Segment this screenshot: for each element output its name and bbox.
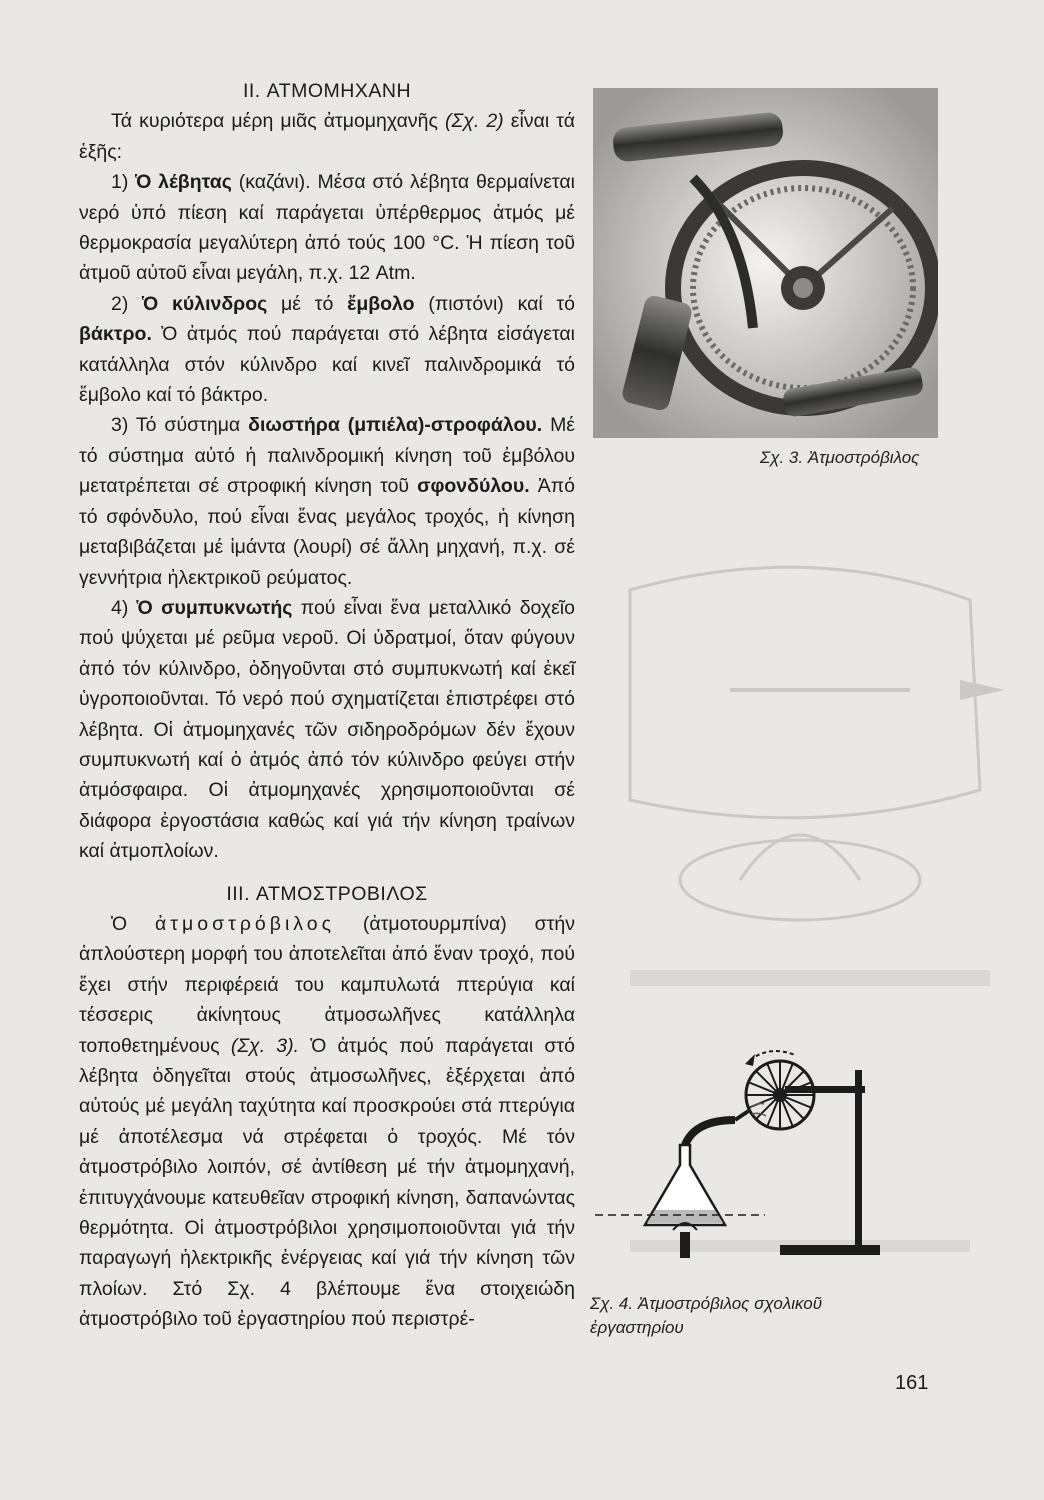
section-2-heading: II. ΑΤΜΟΜΗΧΑΝΗ bbox=[242, 80, 412, 102]
term-crank: διωστήρα (μπιέλα)-στροφάλου. bbox=[248, 414, 543, 437]
term-flywheel: σφονδύλου. bbox=[417, 475, 530, 498]
term-cylinder: Ὁ κύλινδρος bbox=[142, 292, 268, 315]
item-crank: 3) Τό σύστημα διωστήρα (μπιέλα)-στροφάλου. Μέ τό σύστημα αὐτό ἡ παλινδρομική κίνηση τοῦ ἐμβόλου μετατρέπεται σέ στροφική κίνηση τοῦ σφονδύλου. Ἀπό τό σφόνδυλο, πού εἶναι ἕνας μεγάλος τροχός, ἡ κίνηση μεταβιβάζεται μέ ἱμάντα (λουρί) σέ ἄλλη μηχανή, π.χ. σέ γεννήτρια ἠλεκτρικοῦ ρεύματος. bbox=[79, 414, 576, 589]
term-rod: βάκτρο. bbox=[79, 323, 152, 346]
section-3-paragraph: Ὁ ἀτμοστρόβιλος (ἀτμοτουρμπίνα) στήν ἁπλούστερη μορφή του ἀποτελεῖται ἀπό ἕναν τροχό, πού ἔχει στήν περιφέρειά του καμπυλωτά πτερύγια καί τέσσερις ἀκίνητους ἀτμοσωλῆνες κατάλληλα τοποθετημένους (Σχ. 3). Ὁ ἀτμός πού παράγεται στό λέβητα ὁδηγεῖται στούς ἀτμοσωλῆνες, ἐξέρχεται ἀπό αὐτούς μέ μεγάλη ταχύτητα καί προσκρούει στά πτερύγια μέ ἀποτέλεσμα νά στρέφεται ὁ τροχός. Μέ τόν ἀτμοστρόβιλο λοιπόν, σέ ἀντίθεση μέ τήν ἀτμομηχανή, ἐπιτυγχάνουμε κατευθεῖαν στροφική κίνηση, δαπανώντας θερμότητα. Οἱ ἀτμοστρόβιλοι χρησιμοποιοῦνται γιά τήν παραγωγή ἠλεκτρικῆς ἐνέργειας καί γιά τήν κίνηση τῶν πλοίων. Στό Σχ. 4 βλέπουμε ἕνα στοιχειώδη ἀτμοστρόβιλο τοῦ ἐργαστηρίου πού περιστρέ- bbox=[79, 912, 575, 1331]
term-piston: ἔμβολο bbox=[347, 292, 415, 315]
figure-3-caption: Σχ. 3. Ἀτμοστρόβιλος bbox=[760, 448, 920, 467]
item-boiler: 1) Ὁ λέβητας (καζάνι). Μέσα στό λέβητα θερμαίνεται νερό ὑπό πίεση καί παράγεται ὑπέρθερμος ἀτμός μέ θερμοκρασία μεγαλύτερη ἀπό τούς 100 °C. Ἡ πίεση τοῦ ἀτμοῦ αὐτοῦ εἶναι μεγάλη, π.χ. 12 Atm. bbox=[79, 171, 575, 285]
figure-ref-3: (Σχ. 3). bbox=[230, 1034, 300, 1057]
figure-4-drawing bbox=[585, 1050, 885, 1275]
turbine-photo-illustration bbox=[593, 88, 938, 438]
section-3-heading: III. ΑΤΜΟΣΤΡΟΒΙΛΟΣ bbox=[226, 882, 428, 905]
figure-3-photo bbox=[593, 88, 938, 438]
page-number: 161 bbox=[895, 1372, 929, 1394]
term-boiler: Ὁ λέβητας bbox=[135, 171, 232, 194]
main-text-column bbox=[79, 76, 575, 1335]
item-condenser: 4) Ὁ συμπυκνωτής πού εἶναι ἕνα μεταλλικό δοχεῖο πού ψύχεται μέ ρεῦμα νεροῦ. Οἱ ὑδρατμοί, ὅταν φύγουν ἀπό τόν κύλινδρο, ὁδηγοῦνται στό συμπυκνωτή καί ἐκεῖ ὑγροποιοῦνται. Τό νερό πού σχηματίζεται ἐπιστρέφει στό λέβητα. Οἱ ἀτμομηχανές τῶν σιδηροδρόμων δέν ἔχουν συμπυκνωτή καί ὁ ἀτμός ἀπό τόν κύλινδρο φεύγει στήν ἀτμόσφαιρα. Οἱ ἀτμομηχανές χρησιμοποιοῦνται σέ διάφορα ἐργοστάσια καθώς καί γιά τήν κίνηση τραίνων καί ἀτμοπλοίων. bbox=[79, 596, 575, 863]
figure-ref-2: (Σχ. 2) bbox=[444, 110, 504, 133]
item-cylinder: 2) Ὁ κύλινδρος μέ τό ἔμβολο (πιστόνι) καί τό βάκτρο. Ὁ ἀτμός πού παράγεται στό λέβητα εἰσάγεται κατάλληλα στόν κύλινδρο καί κινεῖ παλινδρομικά τό ἔμβολο καί τό βάκτρο. bbox=[79, 292, 575, 407]
figure-4-caption: Σχ. 4. Ἀτμοστρόβιλος σχολικοῦ ἐργαστηρίου bbox=[590, 1294, 823, 1337]
term-condenser: Ὁ συμπυκνωτής bbox=[136, 596, 293, 619]
section-2-intro: Τά κυριότερα μέρη μιᾶς ἀτμομηχανῆς (Σχ. 2) εἶναι τά ἑξῆς: bbox=[79, 110, 575, 163]
term-turbine: ἀτμοστρόβιλος bbox=[155, 912, 336, 935]
